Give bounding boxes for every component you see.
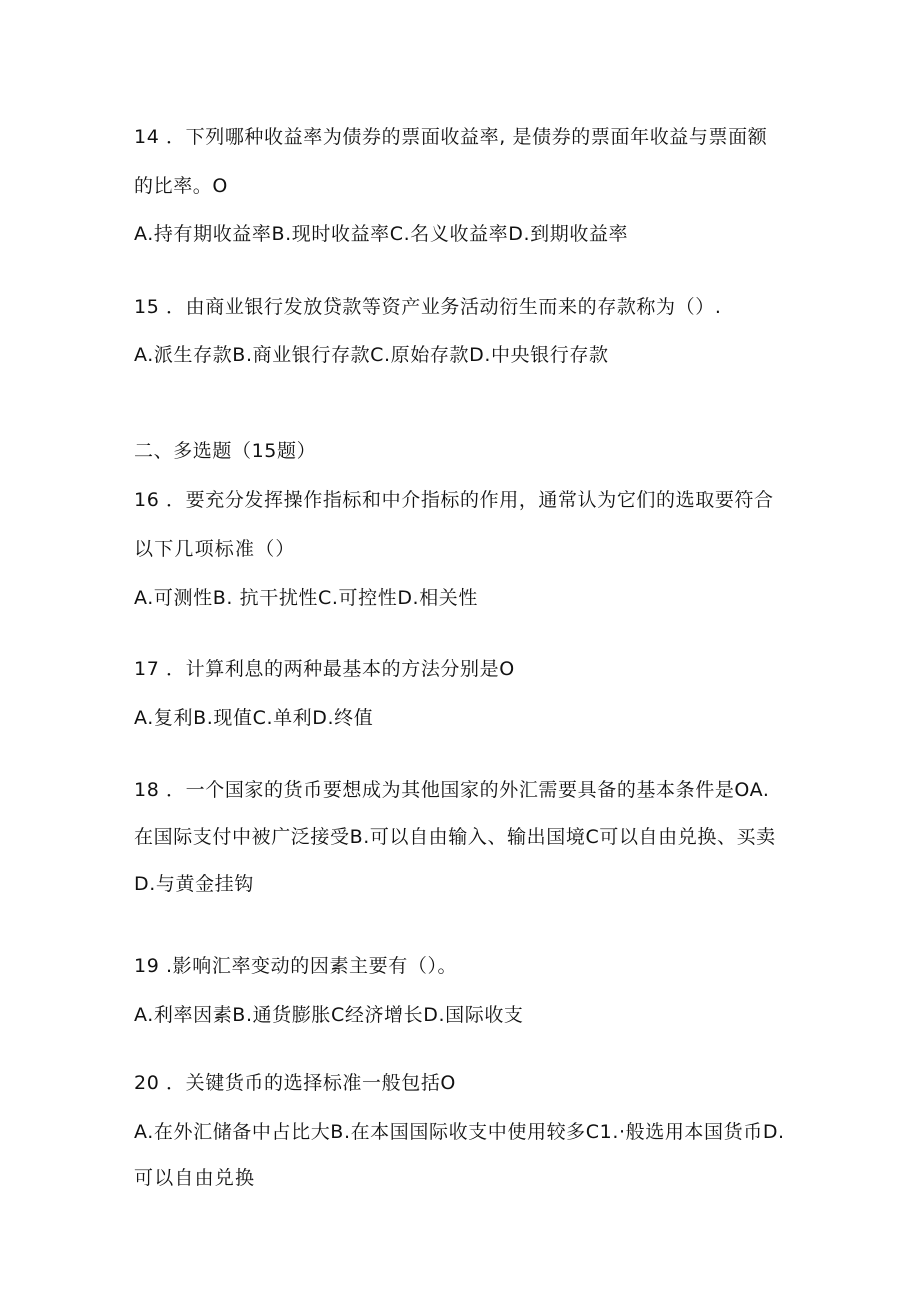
section-heading-multiple-choice: 二、多选题（15题） <box>134 440 317 462</box>
question-16-stem-line-2: 以下几项标准（） <box>134 538 296 560</box>
question-19-options: A.利率因素B.通货膨胀C经济增长D.国际收支 <box>134 1004 524 1026</box>
question-16-stem-line-1: 16 ．要充分发挥操作指标和中介指标的作用，通常认为它们的选取要符合 <box>134 489 774 511</box>
question-15-options: A.派生存款B.商业银行存款C.原始存款D.中央银行存款 <box>134 344 609 366</box>
question-18-stem-line-2: 在国际支付中被广泛接受B.可以自由输入、输出国境C可以自由兑换、买卖 <box>134 826 776 848</box>
question-16-options: A.可测性B. 抗干扰性C.可控性D.相关性 <box>134 587 478 609</box>
question-18-stem-line-1: 18 ．一个国家的货币要想成为其他国家的外汇需要具备的基本条件是OA. <box>134 779 770 801</box>
question-20-options-line-2: 可以自由兑换 <box>134 1167 256 1189</box>
question-18-stem-line-3: D.与黄金挂钩 <box>134 873 254 895</box>
question-19-stem: 19 .影响汇率变动的因素主要有（）。 <box>134 955 458 977</box>
question-20-stem: 20 ．关键货币的选择标准一般包括O <box>134 1072 456 1094</box>
question-15-stem: 15 ．由商业银行发放贷款等资产业务活动衍生而来的存款称为（）. <box>134 296 722 318</box>
question-17-options: A.复利B.现值C.单利D.终值 <box>134 707 374 729</box>
question-14-stem-line-2: 的比率。O <box>134 175 228 197</box>
question-14-options: A.持有期收益率B.现时收益率C.名义收益率D.到期收益率 <box>134 223 629 245</box>
question-17-stem: 17 ．计算利息的两种最基本的方法分别是O <box>134 658 515 680</box>
question-14-stem-line-1: 14 ．下列哪种收益率为债券的票面收益率, 是债券的票面年收益与票面额 <box>134 126 768 148</box>
question-20-options-line-1: A.在外汇储备中占比大B.在本国国际收支中使用较多C1.·般选用本国货币D. <box>134 1121 785 1143</box>
